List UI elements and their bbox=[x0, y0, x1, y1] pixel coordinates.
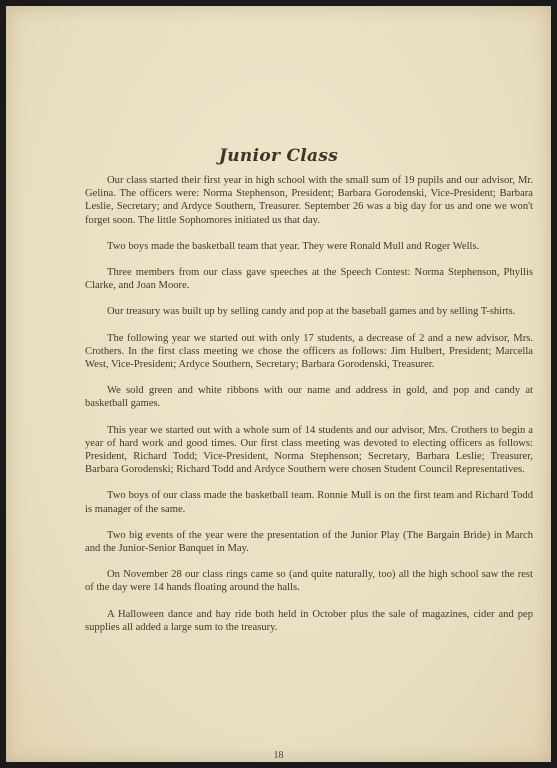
page-title: Junior Class bbox=[218, 146, 339, 166]
paragraph-11: A Halloween dance and hay ride both held in October plus the sale of magazines, cider and pep supplies all added a large sum to the treasury. bbox=[85, 608, 533, 633]
paragraph-10: On November 28 our class rings came so (and quite naturally, too) all the high school saw the rest of the day were 14 hands floating around the halls. bbox=[85, 569, 533, 594]
document-page bbox=[6, 6, 551, 762]
article-body bbox=[85, 174, 533, 647]
paragraph-2: Two boys made the basketball team that year. They were Ronald Mull and Roger Wells. bbox=[107, 240, 480, 252]
page-number: 18 bbox=[273, 750, 284, 761]
paragraph-1: Our class started their first year in high school with the small sum of 19 pupils and our advisor, Mr. Gelina. The officers were: Norma Stephenson, President; Barbara Gorodenski, Vice-President; Barbara Leslie, Secretary; and Ardyce Southern, Treasurer. September 26 was a big day for us and one we won't forget soon. The little Sophomores initiated us that day. bbox=[85, 175, 533, 226]
paragraph-5: The following year we started out with only 17 students, a decrease of 2 and a new advisor, Mrs. Crothers. In the first class meeting we chose the officers as follows: Jim Hulbert, President; Marcella West, Vice-President; Ardyce Southern, Secretary; Barbara Gorodenski, Treasurer. bbox=[85, 332, 533, 371]
paragraph-4: Our treasury was built up by selling candy and pop at the baseball games and by selling T-shirts. bbox=[107, 306, 516, 318]
paragraph-6: We sold green and white ribbons with our name and address in gold, and pop and candy at basketball games. bbox=[85, 385, 533, 410]
paragraph-3: Three members from our class gave speeches at the Speech Contest: Norma Stephenson, Phyllis Clarke, and Joan Moore. bbox=[85, 267, 533, 292]
paragraph-8: Two boys of our class made the basketball team. Ronnie Mull is on the first team and Richard Todd is manager of the same. bbox=[85, 490, 533, 515]
paragraph-9: Two big events of the year were the presentation of the Junior Play (The Bargain Bride) in March and the Junior-Senior Banquet in May. bbox=[85, 529, 533, 555]
paragraph-7: This year we started out with a whole sum of 14 students and our advisor, Mrs. Crothers to begin a year of hard work and good times. Our first class meeting was devoted to electing officers as follows: President, Richard Todd; Vice-President, Norma Stephenson; Secretary, Barbara Leslie; Treasurer, Barbara Gorodenski; Richard Todd and Ardyce Southern were chosen Student Council Representatives. bbox=[85, 424, 533, 476]
